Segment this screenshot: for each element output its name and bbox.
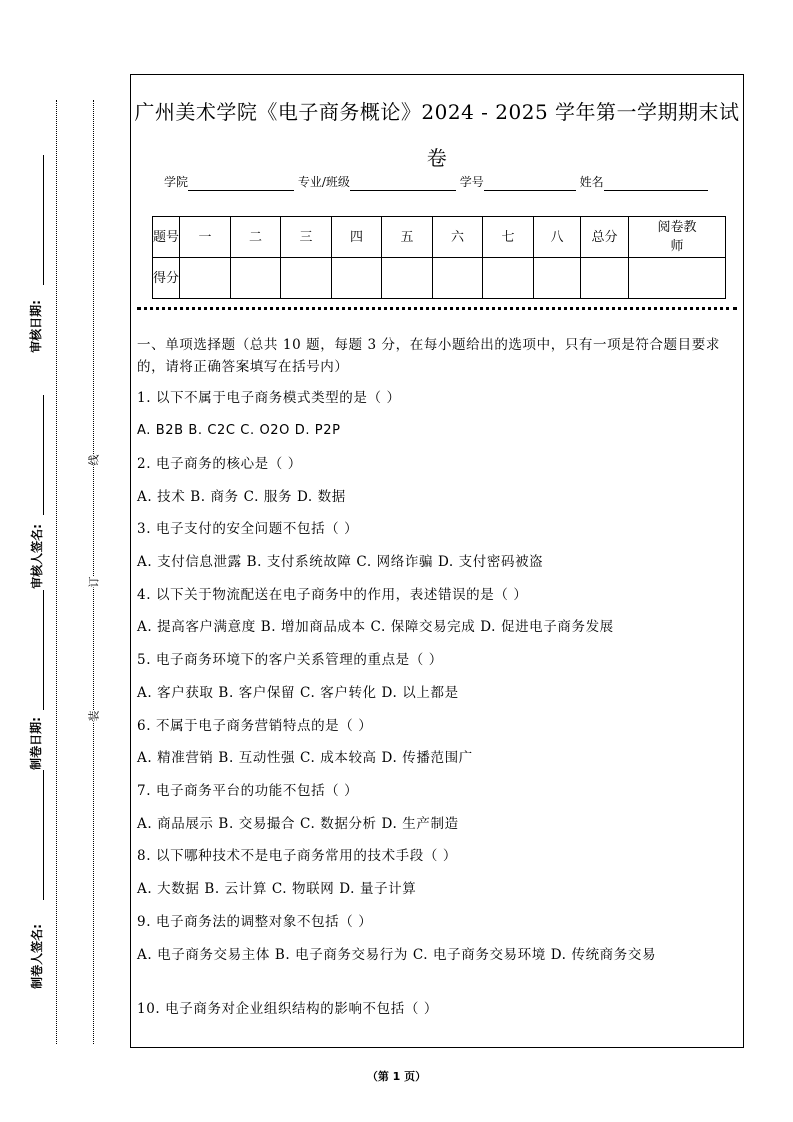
make-date-blank: [43, 590, 45, 710]
bind-mark-zhuang: 装: [84, 711, 104, 722]
score-cell[interactable]: [281, 258, 332, 299]
options-9: A. 电子商务交易主体 B. 电子商务交易行为 C. 电子商务交易环境 D. 传统商务交易: [137, 947, 657, 963]
college-blank[interactable]: [188, 176, 294, 191]
score-cell[interactable]: [382, 258, 433, 299]
maker-sign-label: 制卷人签名:: [29, 924, 44, 989]
student-info-row: [164, 173, 708, 191]
score-table-score-row: [153, 258, 726, 299]
maker-sign-blank: [43, 770, 45, 900]
question-1: 1. 以下不属于电子商务模式类型的是（ ）: [137, 390, 401, 406]
score-cell-grader[interactable]: [629, 258, 726, 299]
header-cell-grader: 阅卷教师: [629, 217, 726, 258]
question-5: 5. 电子商务环境下的客户关系管理的重点是（ ）: [137, 652, 443, 668]
options-4: A. 提高客户满意度 B. 增加商品成本 C. 保障交易完成 D. 促进电子商务发展: [137, 619, 614, 635]
options-7: A. 商品展示 B. 交易撮合 C. 数据分析 D. 生产制造: [137, 816, 459, 832]
binding-dotted-line-right: [93, 100, 94, 1044]
college-label: 学院: [164, 175, 189, 189]
student-id-label: 学号: [459, 175, 484, 189]
bind-mark-line: 线: [84, 455, 104, 466]
options-1: A. B2B B. C2C C. O2O D. P2P: [137, 423, 341, 438]
score-cell-total[interactable]: [581, 258, 629, 299]
question-4: 4. 以下关于物流配送在电子商务中的作用，表述错误的是（ ）: [137, 587, 528, 603]
score-cell[interactable]: [534, 258, 581, 299]
major-class-label: 专业/班级: [297, 175, 350, 189]
header-row-label: 题号: [153, 217, 180, 258]
student-id-blank[interactable]: [484, 176, 576, 191]
question-6: 6. 不属于电子商务营销特点的是（ ）: [137, 718, 373, 734]
header-cell: 五: [382, 217, 433, 258]
question-8: 8. 以下哪种技术不是电子商务常用的技术手段（ ）: [137, 848, 457, 864]
question-3: 3. 电子支付的安全问题不包括（ ）: [137, 521, 359, 537]
header-cell: 四: [332, 217, 382, 258]
review-date-blank: [43, 155, 45, 285]
make-date-label: 制卷日期:: [28, 717, 43, 770]
header-cell: 二: [231, 217, 281, 258]
question-9: 9. 电子商务法的调整对象不包括（ ）: [137, 914, 373, 930]
header-cell-total: 总分: [581, 217, 629, 258]
page-footer: （第 1 页）: [366, 1070, 427, 1083]
score-cell[interactable]: [433, 258, 483, 299]
question-10: 10. 电子商务对企业组织结构的影响不包括（ ）: [137, 1001, 438, 1017]
header-cell: 六: [433, 217, 483, 258]
question-2: 2. 电子商务的核心是（ ）: [137, 456, 302, 472]
name-label: 姓名: [579, 175, 604, 189]
header-cell: 一: [180, 217, 231, 258]
review-date-label: 审核日期:: [28, 300, 43, 353]
binding-dotted-line-left: [56, 100, 57, 1044]
header-cell: 八: [534, 217, 581, 258]
options-3: A. 支付信息泄露 B. 支付系统故障 C. 网络诈骗 D. 支付密码被盗: [137, 554, 544, 570]
score-table-header-row: [153, 217, 726, 258]
section1-heading: 一、单项选择题（总共 10 题，每题 3 分，在每小题给出的选项中，只有一项是符合题目要求的，请将正确答案填写在括号内）: [137, 337, 720, 375]
header-cell: 七: [483, 217, 534, 258]
score-row-label: 得分: [153, 258, 180, 299]
options-6: A. 精准营销 B. 互动性强 C. 成本较高 D. 传播范围广: [137, 750, 473, 766]
reviewer-sign-blank: [43, 395, 45, 515]
question-7: 7. 电子商务平台的功能不包括（ ）: [137, 783, 359, 799]
dotted-separator: [137, 307, 737, 310]
score-table: [152, 216, 726, 299]
reviewer-sign-label: 审核人签名:: [29, 524, 44, 589]
options-8: A. 大数据 B. 云计算 C. 物联网 D. 量子计算: [137, 881, 417, 897]
name-blank[interactable]: [604, 176, 708, 191]
score-cell[interactable]: [483, 258, 534, 299]
major-class-blank[interactable]: [350, 176, 456, 191]
header-cell: 三: [281, 217, 332, 258]
bind-mark-ding: 订: [84, 577, 104, 588]
score-cell[interactable]: [332, 258, 382, 299]
score-cell[interactable]: [231, 258, 281, 299]
exam-frame: [130, 74, 744, 1048]
exam-title: 广州美术学院《电子商务概论》2024 - 2025 学年第一学期期末试卷: [134, 100, 740, 170]
score-cell[interactable]: [180, 258, 231, 299]
options-5: A. 客户获取 B. 客户保留 C. 客户转化 D. 以上都是: [137, 685, 459, 701]
options-2: A. 技术 B. 商务 C. 服务 D. 数据: [137, 489, 346, 505]
